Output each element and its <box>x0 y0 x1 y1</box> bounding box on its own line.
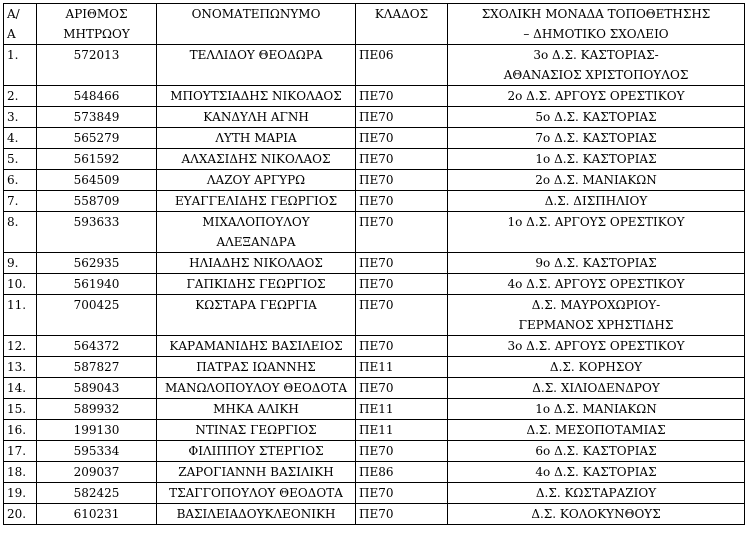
cell-school-text: Δ.Σ. ΜΕΣΟΠΟΤΑΜΙΑΣ <box>526 423 666 437</box>
cell-specialty <box>356 45 448 86</box>
header-aa-line: Α <box>7 27 16 41</box>
cell-registry-number <box>37 149 157 170</box>
cell-specialty-text: ΠΕ70 <box>359 486 394 500</box>
cell-full-name-text: ΓΑΠΚΙΔΗΣ ΓΕΩΡΓΙΟΣ <box>186 277 326 291</box>
cell-school <box>448 441 745 462</box>
header-registry-line: ΑΡΙΘΜΟΣ <box>65 7 128 21</box>
cell-registry-number-text: 587827 <box>73 360 120 374</box>
cell-aa <box>4 357 37 378</box>
cell-specialty <box>356 336 448 357</box>
cell-specialty <box>356 295 448 336</box>
cell-full-name <box>157 212 356 253</box>
table-row <box>4 253 745 274</box>
cell-registry-number-text: 548466 <box>73 89 120 103</box>
cell-full-name-text: ΜΑΝΩΛΟΠΟΥΛΟΥ ΘΕΟΔΟΤΑ <box>165 381 347 395</box>
cell-full-name <box>157 399 356 420</box>
cell-school <box>448 191 745 212</box>
cell-specialty-text: ΠΕ70 <box>359 298 394 312</box>
cell-aa <box>4 399 37 420</box>
cell-full-name <box>157 357 356 378</box>
cell-aa <box>4 274 37 295</box>
cell-specialty-text: ΠΕ11 <box>359 423 394 437</box>
cell-school-text: 1ο Δ.Σ. ΑΡΓΟΥΣ ΟΡΕΣΤΙΚΟΥ <box>507 215 685 229</box>
cell-full-name-text: ΜΙΧΑΛΟΠΟΥΛΟΥ <box>202 215 310 229</box>
cell-specialty-text: ΠΕ70 <box>359 89 394 103</box>
header-aa <box>4 4 37 45</box>
cell-full-name-text: ΠΑΤΡΑΣ ΙΩΑΝΝΗΣ <box>196 360 316 374</box>
cell-school-text: 9ο Δ.Σ. ΚΑΣΤΟΡΙΑΣ <box>535 256 657 270</box>
cell-school <box>448 462 745 483</box>
cell-school <box>448 504 745 525</box>
cell-specialty <box>356 128 448 149</box>
cell-full-name <box>157 441 356 462</box>
cell-aa <box>4 441 37 462</box>
cell-specialty <box>356 274 448 295</box>
cell-school <box>448 357 745 378</box>
cell-aa-text: 1. <box>7 48 19 62</box>
cell-specialty-text: ΠΕ06 <box>359 48 394 62</box>
cell-aa <box>4 170 37 191</box>
cell-school <box>448 128 745 149</box>
cell-full-name-text: ΝΤΙΝΑΣ ΓΕΩΡΓΙΟΣ <box>195 423 317 437</box>
header-specialty-line: ΚΛΑΔΟΣ <box>374 7 429 21</box>
cell-specialty-text: ΠΕ70 <box>359 131 394 145</box>
cell-specialty <box>356 253 448 274</box>
cell-full-name-text: ΚΩΣΤΑΡΑ ΓΕΩΡΓΙΑ <box>195 298 317 312</box>
cell-full-name <box>157 107 356 128</box>
cell-aa <box>4 462 37 483</box>
cell-registry-number-text: 561592 <box>73 152 120 166</box>
cell-school-text: 2ο Δ.Σ. ΑΡΓΟΥΣ ΟΡΕΣΤΙΚΟΥ <box>507 89 685 103</box>
table-row <box>4 170 745 191</box>
cell-school-text: Δ.Σ. ΜΑΥΡΟΧΩΡΙΟΥ- <box>531 298 661 312</box>
cell-full-name-text: ΑΛΧΑΣΙΔΗΣ ΝΙΚΟΛΑΟΣ <box>181 152 331 166</box>
cell-specialty <box>356 504 448 525</box>
table-row <box>4 336 745 357</box>
cell-registry-number-text: 593633 <box>73 215 120 229</box>
cell-aa-text: 18. <box>7 465 27 479</box>
cell-full-name <box>157 170 356 191</box>
cell-school <box>448 107 745 128</box>
cell-aa-text: 13. <box>7 360 27 374</box>
cell-aa-text: 9. <box>7 256 19 270</box>
header-school-line: ΣΧΟΛΙΚΗ ΜΟΝΑΔΑ ΤΟΠΟΘΕΤΗΣΗΣ <box>481 7 711 21</box>
cell-school-text: ΑΘΑΝΑΣΙΟΣ ΧΡΙΣΤΟΠΟΥΛΟΣ <box>503 68 689 82</box>
cell-school-text: Δ.Σ. ΚΟΡΗΣΟΥ <box>549 360 643 374</box>
table-row <box>4 86 745 107</box>
cell-school <box>448 399 745 420</box>
table-row <box>4 128 745 149</box>
cell-full-name <box>157 86 356 107</box>
cell-school <box>448 378 745 399</box>
cell-aa <box>4 212 37 253</box>
table-row <box>4 191 745 212</box>
cell-registry-number-text: 582425 <box>73 486 120 500</box>
cell-specialty <box>356 86 448 107</box>
cell-registry-number-text: 209037 <box>73 465 120 479</box>
cell-registry-number <box>37 462 157 483</box>
cell-full-name <box>157 45 356 86</box>
cell-full-name-text: ΕΥΑΓΓΕΛΙΔΗΣ ΓΕΩΡΓΙΟΣ <box>174 194 338 208</box>
cell-registry-number <box>37 274 157 295</box>
cell-registry-number-text: 199130 <box>73 423 120 437</box>
cell-aa-text: 16. <box>7 423 27 437</box>
cell-school-text: 1ο Δ.Σ. ΜΑΝΙΑΚΩΝ <box>535 402 657 416</box>
cell-school-text: 3ο Δ.Σ. ΚΑΣΤΟΡΙΑΣ- <box>533 48 659 62</box>
cell-full-name <box>157 128 356 149</box>
cell-full-name-text: ΤΕΛΛΙΔΟΥ ΘΕΟΔΩΡΑ <box>189 48 323 62</box>
cell-school-text: 7ο Δ.Σ. ΚΑΣΤΟΡΙΑΣ <box>535 131 657 145</box>
cell-registry-number-text: 573849 <box>73 110 120 124</box>
cell-specialty <box>356 483 448 504</box>
cell-full-name-text: ΜΠΟΥΤΣΙΑΔΗΣ ΝΙΚΟΛΑΟΣ <box>170 89 342 103</box>
cell-specialty <box>356 149 448 170</box>
cell-full-name <box>157 149 356 170</box>
cell-registry-number-text: 572013 <box>73 48 120 62</box>
cell-aa-text: 11. <box>7 298 27 312</box>
cell-aa <box>4 149 37 170</box>
header-row <box>4 4 745 45</box>
cell-specialty-text: ΠΕ86 <box>359 465 394 479</box>
cell-registry-number-text: 610231 <box>73 507 120 521</box>
cell-specialty-text: ΠΕ70 <box>359 277 394 291</box>
cell-registry-number <box>37 420 157 441</box>
cell-school-text: Δ.Σ. ΔΙΣΠΗΛΙΟΥ <box>544 194 648 208</box>
cell-full-name <box>157 336 356 357</box>
cell-school-text: Δ.Σ. ΚΟΛΟΚΥΝΘΟΥΣ <box>531 507 661 521</box>
cell-registry-number <box>37 170 157 191</box>
cell-aa <box>4 128 37 149</box>
cell-registry-number <box>37 336 157 357</box>
header-registry-number <box>37 4 157 45</box>
table-row <box>4 149 745 170</box>
placement-table <box>3 3 745 525</box>
header-aa-line: Α/ <box>7 7 20 21</box>
cell-specialty-text: ΠΕ70 <box>359 173 394 187</box>
cell-aa <box>4 253 37 274</box>
cell-specialty-text: ΠΕ11 <box>359 402 394 416</box>
cell-registry-number <box>37 504 157 525</box>
cell-aa-text: 5. <box>7 152 19 166</box>
cell-specialty-text: ΠΕ11 <box>359 360 394 374</box>
cell-registry-number-text: 562935 <box>73 256 120 270</box>
cell-registry-number <box>37 295 157 336</box>
cell-registry-number-text: 565279 <box>73 131 120 145</box>
cell-registry-number-text: 564509 <box>73 173 120 187</box>
cell-full-name-text: ΑΛΕΞΑΝΔΡΑ <box>216 235 296 249</box>
cell-full-name-text: ΛΥΤΗ ΜΑΡΙΑ <box>215 131 297 145</box>
table-row <box>4 295 745 336</box>
cell-aa-text: 20. <box>7 507 27 521</box>
cell-aa-text: 2. <box>7 89 19 103</box>
cell-aa-text: 19. <box>7 486 27 500</box>
cell-school <box>448 45 745 86</box>
cell-school <box>448 336 745 357</box>
cell-full-name-text: ΗΛΙΑΔΗΣ ΝΙΚΟΛΑΟΣ <box>189 256 323 270</box>
cell-specialty <box>356 420 448 441</box>
cell-aa-text: 7. <box>7 194 19 208</box>
cell-aa-text: 6. <box>7 173 19 187</box>
cell-specialty-text: ΠΕ70 <box>359 381 394 395</box>
table-row <box>4 441 745 462</box>
cell-registry-number-text: 589043 <box>73 381 120 395</box>
cell-school <box>448 149 745 170</box>
cell-specialty-text: ΠΕ70 <box>359 339 394 353</box>
cell-registry-number <box>37 191 157 212</box>
cell-school-text: Δ.Σ. ΧΙΛΙΟΔΕΝΔΡΟΥ <box>532 381 660 395</box>
cell-registry-number <box>37 212 157 253</box>
cell-full-name <box>157 274 356 295</box>
cell-school-text: 4ο Δ.Σ. ΑΡΓΟΥΣ ΟΡΕΣΤΙΚΟΥ <box>507 277 685 291</box>
cell-registry-number-text: 561940 <box>73 277 120 291</box>
header-school <box>448 4 745 45</box>
cell-school-text: 4ο Δ.Σ. ΚΑΣΤΟΡΙΑΣ <box>535 465 657 479</box>
cell-full-name <box>157 378 356 399</box>
header-name-line: ΟΝΟΜΑΤΕΠΩΝΥΜΟ <box>191 7 321 21</box>
cell-aa <box>4 295 37 336</box>
cell-aa-text: 15. <box>7 402 27 416</box>
cell-aa <box>4 504 37 525</box>
header-specialty <box>356 4 448 45</box>
cell-full-name-text: ΛΑΖΟΥ ΑΡΓΥΡΩ <box>206 173 306 187</box>
table-row <box>4 45 745 86</box>
cell-full-name-text: ΦΙΛΙΠΠΟΥ ΣΤΕΡΓΙΟΣ <box>188 444 324 458</box>
cell-school <box>448 253 745 274</box>
cell-specialty <box>356 357 448 378</box>
cell-specialty-text: ΠΕ70 <box>359 110 394 124</box>
table-row <box>4 420 745 441</box>
cell-school <box>448 86 745 107</box>
cell-registry-number <box>37 253 157 274</box>
cell-specialty-text: ΠΕ70 <box>359 444 394 458</box>
cell-specialty <box>356 441 448 462</box>
cell-aa-text: 8. <box>7 215 19 229</box>
table-row <box>4 357 745 378</box>
cell-school-text: ΓΕΡΜΑΝΟΣ ΧΡΗΣΤΙΔΗΣ <box>518 318 674 332</box>
cell-registry-number-text: 595334 <box>73 444 120 458</box>
cell-full-name <box>157 420 356 441</box>
cell-specialty <box>356 399 448 420</box>
cell-school-text: 5ο Δ.Σ. ΚΑΣΤΟΡΙΑΣ <box>535 110 657 124</box>
cell-aa <box>4 483 37 504</box>
cell-aa <box>4 86 37 107</box>
cell-aa-text: 14. <box>7 381 27 395</box>
cell-full-name-text: ΚΑΡΑΜΑΝΙΔΗΣ ΒΑΣΙΛΕΙΟΣ <box>169 339 343 353</box>
cell-school <box>448 170 745 191</box>
cell-specialty-text: ΠΕ70 <box>359 256 394 270</box>
cell-registry-number-text: 564372 <box>73 339 120 353</box>
cell-aa-text: 17. <box>7 444 27 458</box>
table-row <box>4 483 745 504</box>
cell-registry-number <box>37 86 157 107</box>
cell-full-name <box>157 462 356 483</box>
cell-aa-text: 3. <box>7 110 19 124</box>
cell-registry-number <box>37 357 157 378</box>
cell-registry-number <box>37 128 157 149</box>
cell-full-name <box>157 504 356 525</box>
cell-aa <box>4 107 37 128</box>
cell-aa-text: 4. <box>7 131 19 145</box>
cell-school <box>448 212 745 253</box>
cell-school-text: 6ο Δ.Σ. ΚΑΣΤΟΡΙΑΣ <box>535 444 657 458</box>
cell-school <box>448 274 745 295</box>
cell-specialty-text: ΠΕ70 <box>359 507 394 521</box>
cell-school <box>448 295 745 336</box>
cell-registry-number <box>37 107 157 128</box>
cell-full-name-text: ΤΣΑΓΓΟΠΟΥΛΟΥ ΘΕΟΔΟΤΑ <box>169 486 343 500</box>
cell-full-name <box>157 191 356 212</box>
cell-school-text: 3ο Δ.Σ. ΑΡΓΟΥΣ ΟΡΕΣΤΙΚΟΥ <box>507 339 685 353</box>
cell-full-name-text: ΚΑΝΔΥΛΗ ΑΓΝΗ <box>203 110 309 124</box>
table-row <box>4 462 745 483</box>
cell-specialty-text: ΠΕ70 <box>359 194 394 208</box>
cell-aa <box>4 191 37 212</box>
cell-full-name-text: ΜΗΚΑ ΑΛΙΚΗ <box>213 402 299 416</box>
cell-specialty <box>356 191 448 212</box>
cell-aa-text: 10. <box>7 277 27 291</box>
cell-aa <box>4 336 37 357</box>
cell-full-name <box>157 295 356 336</box>
cell-full-name-text: ΖΑΡΟΓΙΑΝΝΗ ΒΑΣΙΛΙΚΗ <box>178 465 334 479</box>
cell-aa-text: 12. <box>7 339 27 353</box>
table-body <box>4 45 745 525</box>
cell-school-text: 2ο Δ.Σ. ΜΑΝΙΑΚΩΝ <box>535 173 657 187</box>
cell-aa <box>4 378 37 399</box>
cell-specialty <box>356 462 448 483</box>
table-row <box>4 378 745 399</box>
cell-school-text: Δ.Σ. ΚΩΣΤΑΡΑΖΙΟΥ <box>535 486 657 500</box>
header-school-line: – ΔΗΜΟΤΙΚΟ ΣΧΟΛΕΙΟ <box>523 27 669 41</box>
header-registry-line: ΜΗΤΡΩΟΥ <box>63 27 130 41</box>
cell-full-name-text: ΒΑΣΙΛΕΙΑΔΟΥΚΛΕΟΝΙΚΗ <box>176 507 336 521</box>
table-row <box>4 212 745 253</box>
cell-aa <box>4 420 37 441</box>
table-row <box>4 399 745 420</box>
cell-registry-number <box>37 441 157 462</box>
cell-registry-number <box>37 45 157 86</box>
cell-full-name <box>157 253 356 274</box>
cell-specialty <box>356 378 448 399</box>
cell-registry-number-text: 700425 <box>73 298 120 312</box>
table-row <box>4 274 745 295</box>
cell-registry-number-text: 558709 <box>73 194 120 208</box>
cell-specialty <box>356 107 448 128</box>
cell-registry-number <box>37 378 157 399</box>
cell-school-text: 1ο Δ.Σ. ΚΑΣΤΟΡΙΑΣ <box>535 152 657 166</box>
cell-registry-number <box>37 399 157 420</box>
cell-full-name <box>157 483 356 504</box>
cell-registry-number-text: 589932 <box>73 402 120 416</box>
cell-school <box>448 483 745 504</box>
cell-specialty-text: ΠΕ70 <box>359 152 394 166</box>
table-row <box>4 504 745 525</box>
cell-specialty-text: ΠΕ70 <box>359 215 394 229</box>
table-row <box>4 107 745 128</box>
cell-specialty <box>356 170 448 191</box>
cell-registry-number <box>37 483 157 504</box>
header-full-name <box>157 4 356 45</box>
cell-specialty <box>356 212 448 253</box>
cell-aa <box>4 45 37 86</box>
cell-school <box>448 420 745 441</box>
